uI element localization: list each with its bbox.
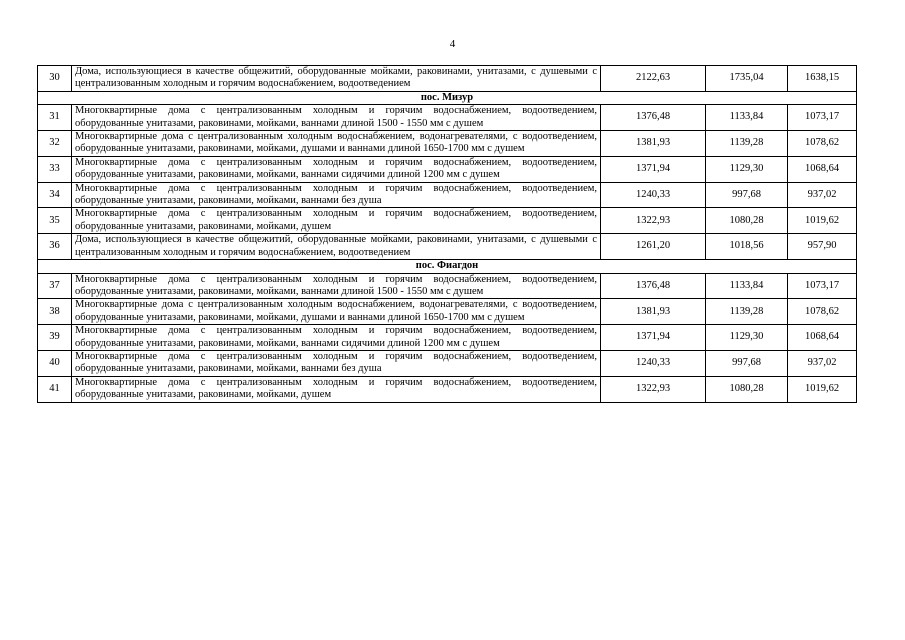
section-row <box>38 260 857 273</box>
table-row <box>38 66 857 92</box>
table-row <box>38 105 857 131</box>
row-value-3: 937,02 <box>788 350 857 376</box>
table-row <box>38 273 857 299</box>
row-value-1: 1381,93 <box>601 131 706 157</box>
row-description: Многоквартирные дома с централизованным холодным и горячим водоснабжением, водоотведением, оборудованные унитазами, раковинами, мойками, ваннами без душа <box>72 182 601 208</box>
tariff-table <box>37 65 857 403</box>
row-number: 39 <box>38 325 72 351</box>
row-description: Многоквартирные дома с централизованным холодным и горячим водоснабжением, водоотведением, оборудованные унитазами, раковинами, мойками, ваннами длиной 1500 - 1550 мм с душем <box>72 273 601 299</box>
row-value-1: 1371,94 <box>601 156 706 182</box>
row-description: Дома, использующиеся в качестве общежитий, оборудованные мойками, раковинами, унитазами, с душевыми с централизованным холодным и горячим водоснабжением, водоотведением <box>72 66 601 92</box>
row-number: 33 <box>38 156 72 182</box>
row-value-2: 1139,28 <box>706 131 788 157</box>
row-value-3: 1638,15 <box>788 66 857 92</box>
row-value-3: 1019,62 <box>788 376 857 402</box>
row-value-2: 997,68 <box>706 182 788 208</box>
row-value-2: 1080,28 <box>706 208 788 234</box>
row-value-1: 2122,63 <box>601 66 706 92</box>
row-number: 31 <box>38 105 72 131</box>
table-row <box>38 376 857 402</box>
row-value-3: 1078,62 <box>788 299 857 325</box>
row-value-2: 1735,04 <box>706 66 788 92</box>
row-value-1: 1381,93 <box>601 299 706 325</box>
row-number: 41 <box>38 376 72 402</box>
row-description: Многоквартирные дома с централизованным холодным и горячим водоснабжением, водоотведением, оборудованные унитазами, раковинами, мойками, ваннами длиной 1500 - 1550 мм с душем <box>72 105 601 131</box>
row-value-1: 1240,33 <box>601 182 706 208</box>
row-value-2: 997,68 <box>706 350 788 376</box>
table-row <box>38 350 857 376</box>
table-row <box>38 234 857 260</box>
row-description: Многоквартирные дома с централизованным холодным и горячим водоснабжением, водоотведением, оборудованные унитазами, раковинами, мойками, душем <box>72 208 601 234</box>
table-row <box>38 156 857 182</box>
row-value-3: 1068,64 <box>788 325 857 351</box>
row-number: 40 <box>38 350 72 376</box>
row-value-2: 1133,84 <box>706 105 788 131</box>
row-value-1: 1376,48 <box>601 273 706 299</box>
row-value-2: 1129,30 <box>706 325 788 351</box>
row-value-2: 1139,28 <box>706 299 788 325</box>
row-value-3: 1078,62 <box>788 131 857 157</box>
row-value-1: 1261,20 <box>601 234 706 260</box>
row-value-1: 1322,93 <box>601 376 706 402</box>
table-row <box>38 182 857 208</box>
row-description: Многоквартирные дома с централизованным холодным и горячим водоснабжением, водоотведением, оборудованные унитазами, раковинами, мойками, душем <box>72 376 601 402</box>
row-description: Дома, использующиеся в качестве общежитий, оборудованные мойками, раковинами, унитазами, с душевыми с централизованным холодным и горячим водоснабжением, водоотведением <box>72 234 601 260</box>
row-value-3: 1068,64 <box>788 156 857 182</box>
section-title: пос. Фиагдон <box>38 260 857 273</box>
row-value-3: 1073,17 <box>788 273 857 299</box>
row-description: Многоквартирные дома с централизованным холодным и горячим водоснабжением, водоотведением, оборудованные унитазами, раковинами, мойками, ваннами сидячими длиной 1200 мм с душем <box>72 156 601 182</box>
table-row <box>38 299 857 325</box>
page-number: 4 <box>449 38 456 50</box>
row-value-3: 1019,62 <box>788 208 857 234</box>
row-description: Многоквартирные дома с централизованным холодным и горячим водоснабжением, водоотведением, оборудованные унитазами, раковинами, мойками, ваннами сидячими длиной 1200 мм с душем <box>72 325 601 351</box>
section-title: пос. Мизур <box>38 91 857 104</box>
tariff-table-body <box>38 66 857 403</box>
row-number: 34 <box>38 182 72 208</box>
row-value-2: 1018,56 <box>706 234 788 260</box>
row-value-1: 1371,94 <box>601 325 706 351</box>
row-value-1: 1322,93 <box>601 208 706 234</box>
row-value-1: 1376,48 <box>601 105 706 131</box>
table-row <box>38 325 857 351</box>
row-value-2: 1133,84 <box>706 273 788 299</box>
table-row <box>38 208 857 234</box>
row-description: Многоквартирные дома с централизованным холодным и горячим водоснабжением, водоотведением, оборудованные унитазами, раковинами, мойками, ваннами без душа <box>72 350 601 376</box>
row-number: 35 <box>38 208 72 234</box>
row-number: 36 <box>38 234 72 260</box>
row-number: 38 <box>38 299 72 325</box>
row-description: Многоквартирные дома с централизованным холодным водоснабжением, водонагревателями, с водоотведением, оборудованные унитазами, раковинами, мойками, душами и ваннами длиной 1650-1700 мм с душем <box>72 299 601 325</box>
row-number: 37 <box>38 273 72 299</box>
row-value-1: 1240,33 <box>601 350 706 376</box>
row-value-3: 957,90 <box>788 234 857 260</box>
table-row <box>38 131 857 157</box>
row-value-3: 937,02 <box>788 182 857 208</box>
row-number: 30 <box>38 66 72 92</box>
row-value-2: 1129,30 <box>706 156 788 182</box>
row-number: 32 <box>38 131 72 157</box>
section-row <box>38 91 857 104</box>
row-value-2: 1080,28 <box>706 376 788 402</box>
row-description: Многоквартирные дома с централизованным холодным водоснабжением, водонагревателями, с водоотведением, оборудованные унитазами, раковинами, мойками, душами и ваннами длиной 1650-1700 мм с душем <box>72 131 601 157</box>
row-value-3: 1073,17 <box>788 105 857 131</box>
